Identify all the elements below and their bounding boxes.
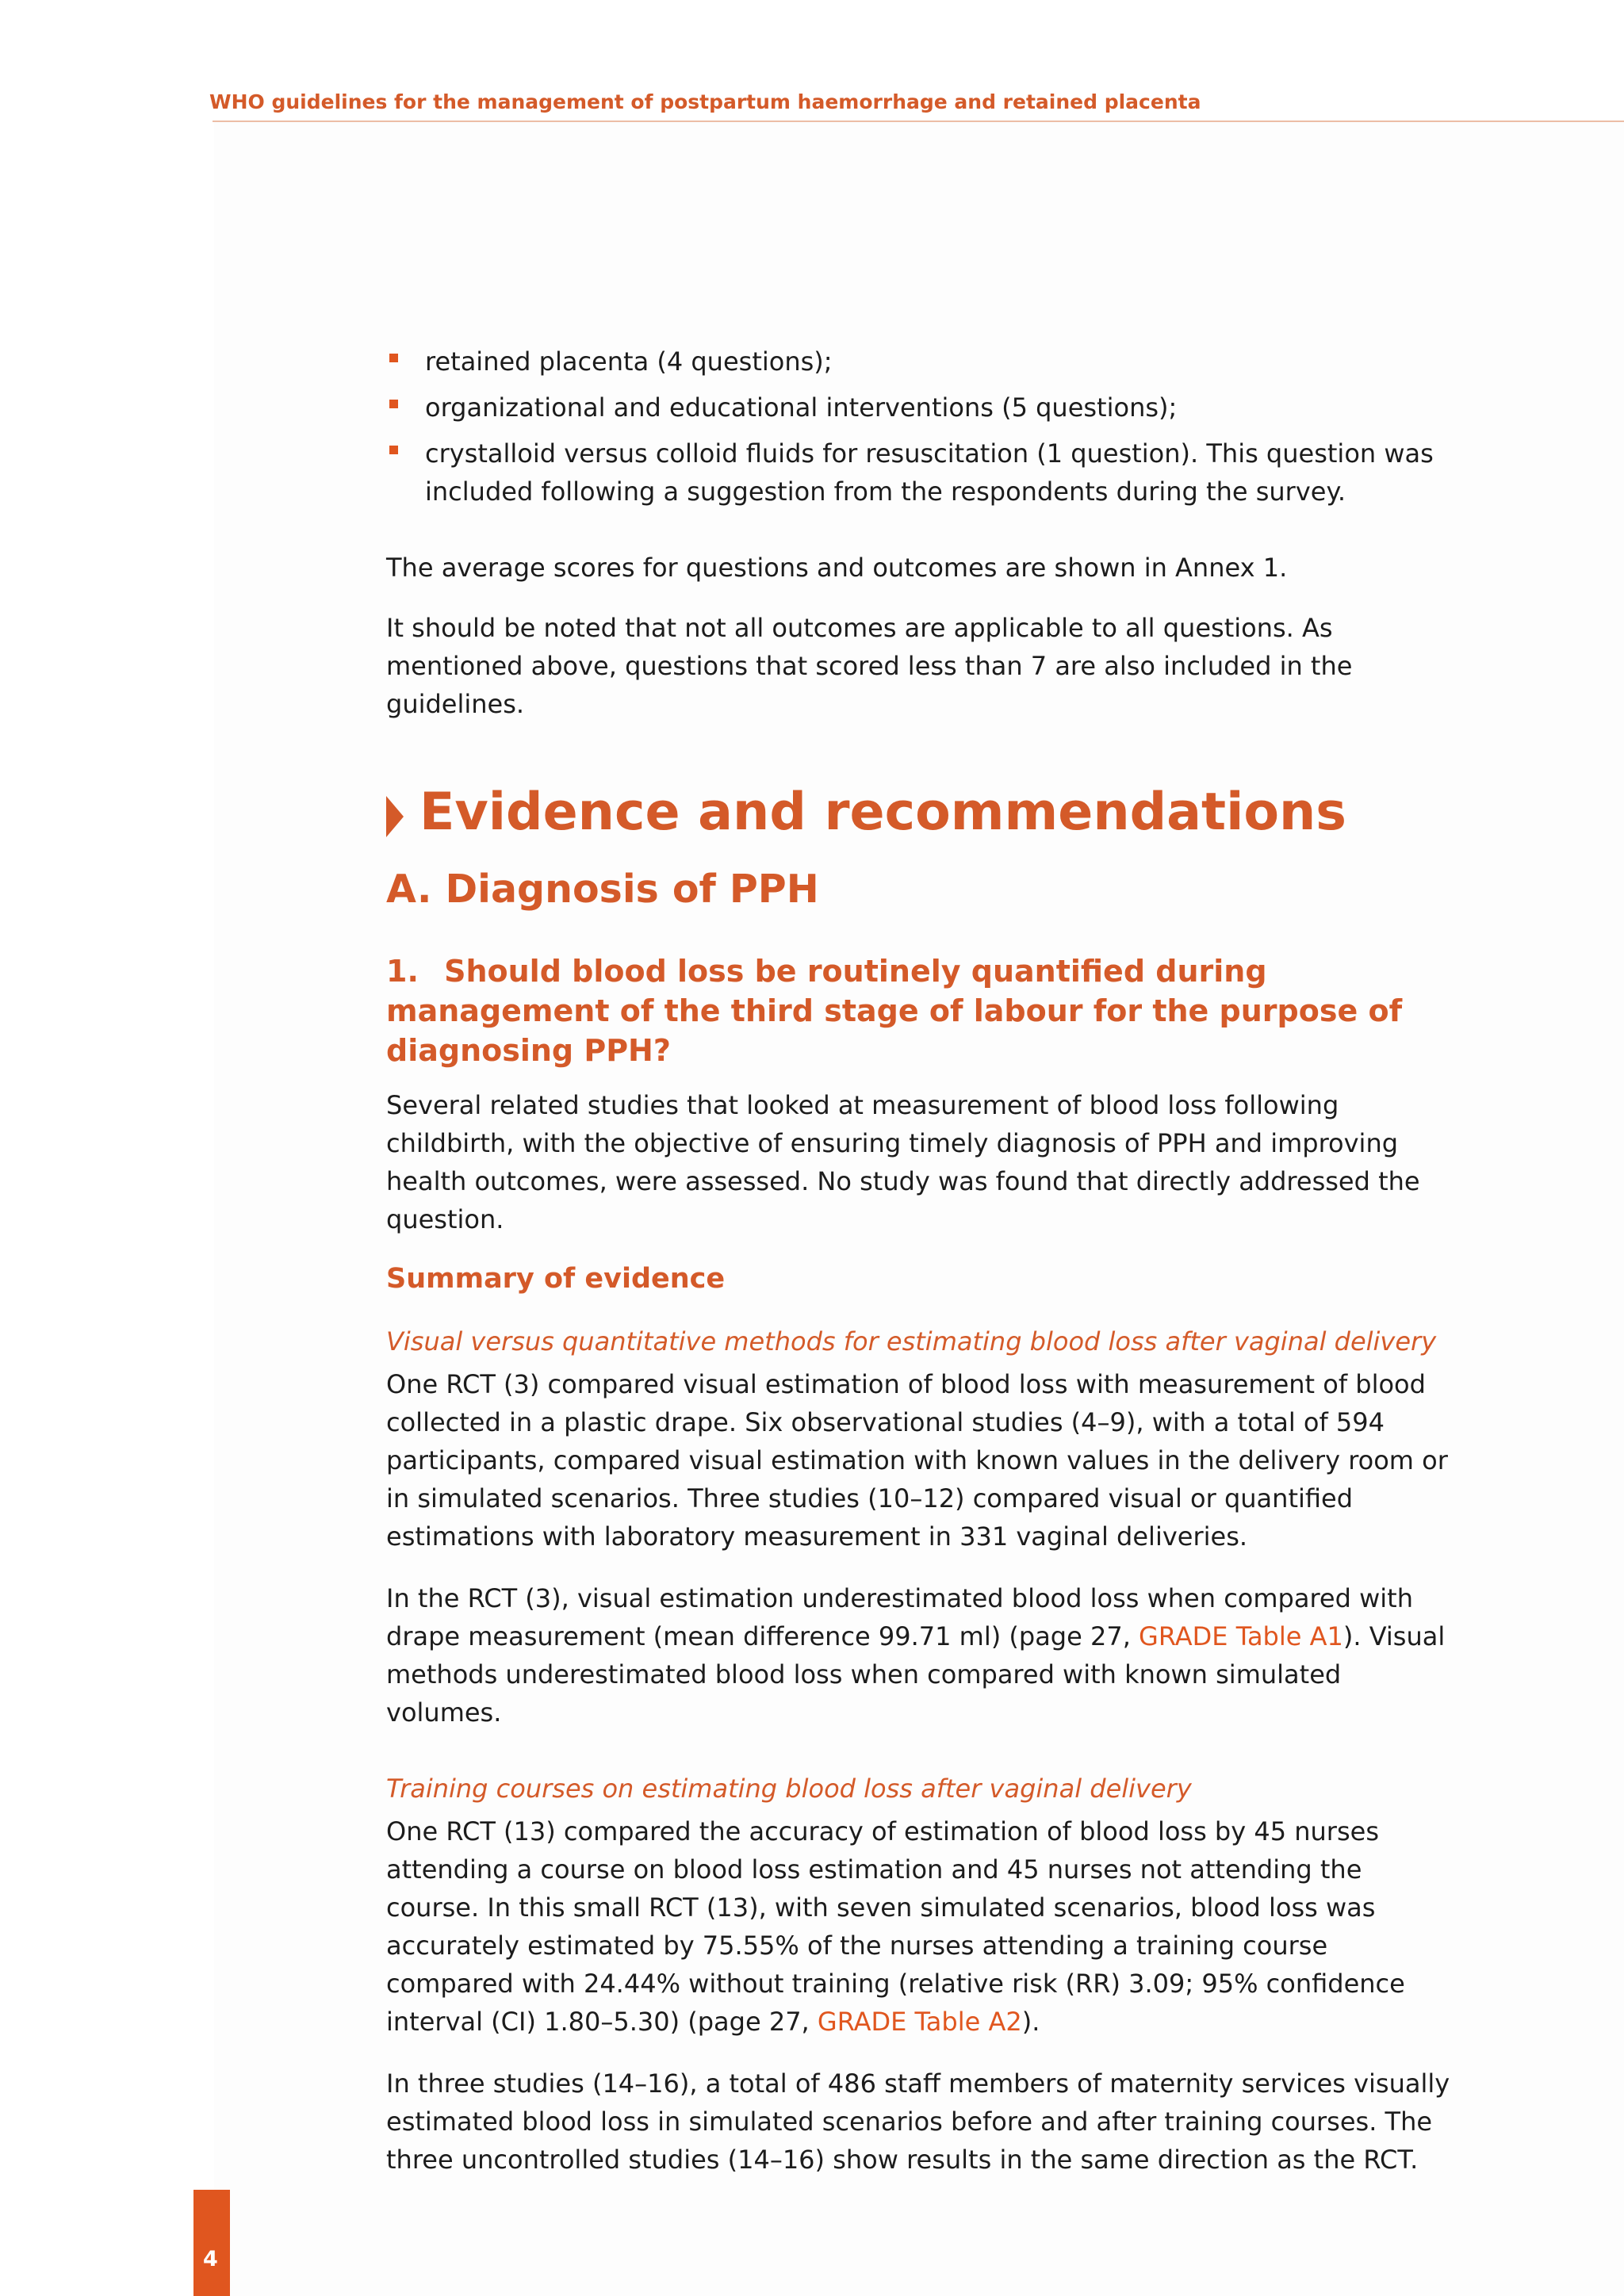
visual-p2-text-a: In the RCT (3), visual estimation underestimated blood loss when compared with drape measurement (mean difference 99.71 ml) (page 27, [386, 1583, 1413, 1651]
list-item [386, 342, 1457, 381]
training-p1-text-a: One RCT (13) compared the accuracy of estimation of blood loss by 45 nurses attending a course on blood loss estimation and 45 nurses not attending the course. In this small RCT (13), with seven simulated scenarios, blood loss was accurately estimated by 75.55% of the nurses attending a training course compared with 24.44% without training (relative risk (RR) 3.09; 95% confidence interval (CI) 1.80–5.30) (page 27, [386, 1816, 1405, 2037]
visual-paragraph-2 [386, 1579, 1457, 1732]
visual-paragraph-1: One RCT (3) compared visual estimation of blood loss with measurement of blood collected in a plastic drape. Six observational studies (4–9), with a total of 594 participants, compared visual estimation with known values in the delivery room or in simulated scenarios. Three studies (10–12) compared visual or quantified estimations with laboratory measurement in 331 vaginal deliveries. [386, 1369, 1448, 1552]
running-header: WHO guidelines for the management of postpartum haemorrhage and retained placenta [209, 90, 1201, 113]
question-heading: 1. Should blood loss be routinely quantified during management of the third stage of labour for the purpose of diagnosing PPH? [386, 954, 1403, 1068]
main-content [386, 342, 1457, 2179]
list-item [386, 434, 1457, 511]
list-item [386, 388, 1457, 427]
list-item-text: organizational and educational interventions (5 questions); [425, 392, 1178, 423]
page-number-tab [193, 2190, 230, 2296]
paragraph-outcomes-note: It should be noted that not all outcomes are applicable to all questions. As mentioned above, questions that scored less than 7 are also included in the guidelines. [386, 613, 1353, 719]
section-title: Evidence and recommendations [419, 783, 1346, 842]
question-intro: Several related studies that looked at measurement of blood loss following childbirth, with the objective of ensuring timely diagnosis of PPH and improving health outcomes, were assessed. No study was found that directly addressed the question. [386, 1090, 1420, 1234]
training-heading: Training courses on estimating blood loss after vaginal delivery [386, 1774, 1192, 1804]
training-paragraph-2: In three studies (14–16), a total of 486 staff members of maternity services visually estimated blood loss in simulated scenarios before and after training courses. The three uncontrolled studies (14–16) show results in the same direction as the RCT. [386, 2068, 1450, 2175]
grade-table-a1-link[interactable]: GRADE Table A1 [1139, 1621, 1343, 1651]
header-divider [213, 121, 1624, 122]
visual-methods-heading: Visual versus quantitative methods for estimating blood loss after vaginal delivery [386, 1326, 1437, 1357]
square-bullet-icon [389, 354, 398, 362]
square-bullet-icon [389, 446, 398, 454]
page-number: 4 [203, 2247, 218, 2271]
summary-heading: Summary of evidence [386, 1263, 726, 1295]
list-item-text: crystalloid versus colloid fluids for resuscitation (1 question). This question was included following a suggestion from the respondents during the survey. [425, 438, 1434, 507]
training-paragraph-1 [386, 1812, 1457, 2041]
paragraph-annex: The average scores for questions and outcomes are shown in Annex 1. [386, 553, 1288, 583]
list-item-text: retained placenta (4 questions); [425, 346, 833, 377]
section-heading [386, 779, 1457, 847]
training-p1-text-b: ). [1021, 2007, 1040, 2037]
visual-p2-text-b: ). Visual methods underestimated blood loss when compared with known simulated volumes. [386, 1621, 1446, 1728]
subsection-heading: A. Diagnosis of PPH [386, 867, 819, 912]
square-bullet-icon [389, 400, 398, 408]
chevron-right-icon [386, 796, 404, 837]
bullet-list [386, 342, 1457, 511]
grade-table-a2-link[interactable]: GRADE Table A2 [817, 2007, 1022, 2037]
